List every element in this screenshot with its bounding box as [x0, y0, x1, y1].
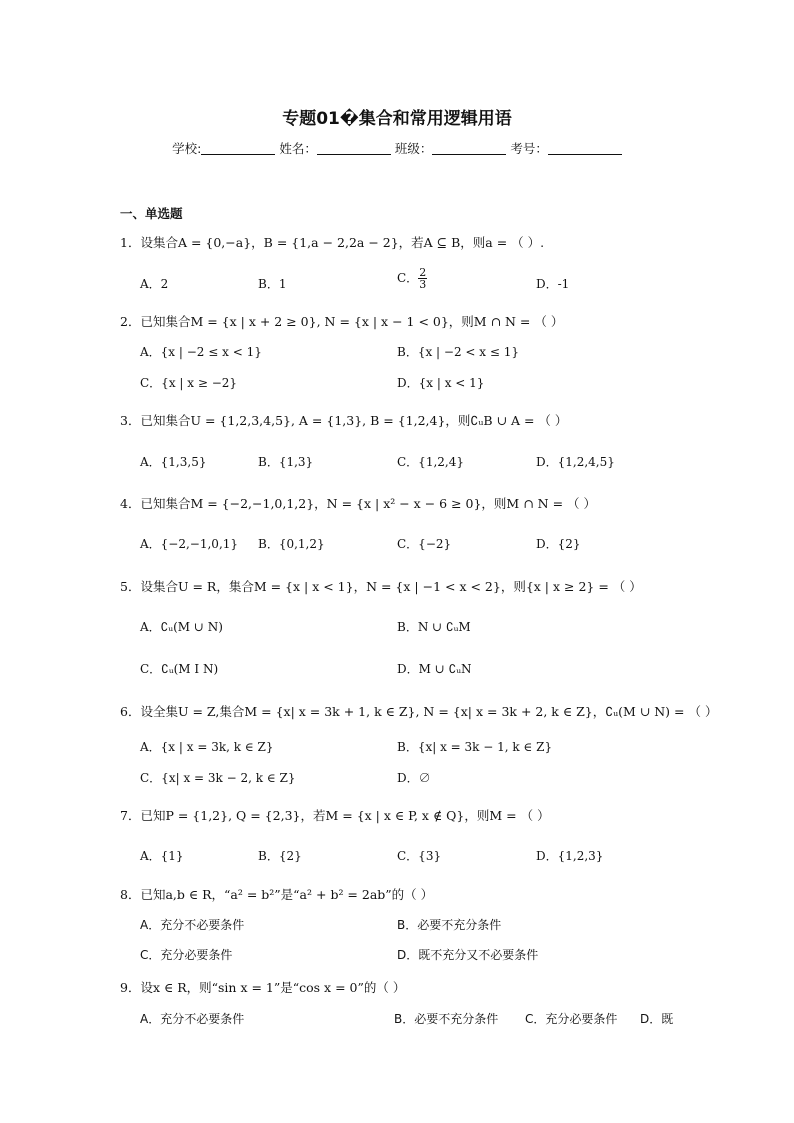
- question-7-stem: 7．已知P = {1,2}, Q = {2,3}，若M = {x | x ∈ P, x ∉ Q}，则M = （ ）: [120, 808, 550, 823]
- section-heading: 一、单选题: [120, 206, 183, 221]
- question-9-option-a: A．充分不必要条件: [140, 1012, 245, 1026]
- question-4-option-b: B．{0,1,2}: [258, 537, 325, 551]
- question-6-stem: 6．设全集U = Z,集合M = {x| x = 3k + 1, k ∈ Z}, N = {x| x = 3k + 2, k ∈ Z}，∁ᵤ(M ∪ N) = （ ）: [120, 704, 718, 719]
- name-blank[interactable]: [317, 142, 391, 155]
- question-6-option-c: C．{x| x = 3k − 2, k ∈ Z}: [140, 771, 296, 785]
- question-7-option-d: D．{1,2,3}: [536, 849, 604, 863]
- question-8-option-b: B．必要不充分条件: [397, 918, 502, 932]
- page-title: 专题01�集合和常用逻辑用语: [282, 109, 512, 129]
- question-8-stem: 8．已知a,b ∈ R，“a² = b²”是“a² + b² = 2ab”的（ ）: [120, 887, 434, 902]
- question-7-option-b: B．{2}: [258, 849, 302, 863]
- question-8-option-c: C．充分必要条件: [140, 948, 233, 962]
- question-3-option-b: B．{1,3}: [258, 455, 314, 469]
- question-5-option-c: C．∁ᵤ(M Ι N): [140, 662, 219, 676]
- school-blank[interactable]: [201, 142, 275, 155]
- student-info-row: [0, 139, 794, 157]
- question-3-stem: 3．已知集合U = {1,2,3,4,5}, A = {1,3}, B = {1,2,4}，则∁ᵤB ∪ A = （ ）: [120, 413, 568, 428]
- fraction-numerator: 2: [419, 266, 427, 279]
- question-8-option-d: D．既不充分又不必要条件: [397, 948, 539, 962]
- school-label: 学校:: [172, 141, 202, 156]
- fraction-denominator: 3: [419, 278, 427, 291]
- question-1-option-c-label: C．: [397, 271, 419, 285]
- question-5-stem: 5．设集合U = R，集合M = {x | x < 1}，N = {x | −1 < x < 2}，则{x | x ≥ 2} = （ ）: [120, 579, 642, 594]
- question-4-stem: 4．已知集合M = {−2,−1,0,1,2}，N = {x | x² − x − 6 ≥ 0}，则M ∩ N = （ ）: [120, 496, 596, 511]
- question-3-option-d: D．{1,2,4,5}: [536, 455, 615, 469]
- exam-number-blank[interactable]: [548, 142, 622, 155]
- exam-number-label: 考号：: [510, 141, 548, 156]
- name-label: 姓名：: [279, 141, 317, 156]
- question-2-option-d: D．{x | x < 1}: [397, 376, 485, 390]
- question-9-option-c: C．充分必要条件: [525, 1012, 618, 1026]
- question-1-option-d: D．-1: [536, 277, 570, 291]
- question-3-option-c: C．{1,2,4}: [397, 455, 464, 469]
- question-6-option-a: A．{x | x = 3k, k ∈ Z}: [140, 740, 274, 754]
- question-3-option-a: A．{1,3,5}: [140, 455, 207, 469]
- class-blank[interactable]: [432, 142, 506, 155]
- question-1-option-a: A．2: [140, 277, 169, 291]
- class-label: 班级：: [394, 141, 433, 156]
- question-2-option-b: B．{x | −2 < x ≤ 1}: [397, 345, 519, 359]
- question-6-option-d: D．∅: [397, 771, 431, 785]
- question-1-option-c-fraction: [418, 267, 427, 290]
- question-6-option-b: B．{x| x = 3k − 1, k ∈ Z}: [397, 740, 553, 754]
- question-7-option-c: C．{3}: [397, 849, 442, 863]
- question-4-option-a: A．{−2,−1,0,1}: [140, 537, 239, 551]
- question-5-option-b: B．N ∪ ∁ᵤM: [397, 620, 471, 634]
- question-2-option-c: C．{x | x ≥ −2}: [140, 376, 238, 390]
- question-7-option-a: A．{1}: [140, 849, 184, 863]
- question-5-option-d: D．M ∪ ∁ᵤN: [397, 662, 472, 676]
- question-9-option-b: B．必要不充分条件: [394, 1012, 499, 1026]
- question-9-stem: 9．设x ∈ R，则“sin x = 1”是“cos x = 0”的（ ）: [120, 980, 406, 995]
- question-9-option-d: D．既: [640, 1012, 674, 1026]
- question-1-option-b: B．1: [258, 277, 287, 291]
- question-2-stem: 2．已知集合M = {x | x + 2 ≥ 0}, N = {x | x − 1 < 0}，则M ∩ N = （ ）: [120, 314, 564, 329]
- question-2-option-a: A．{x | −2 ≤ x < 1}: [140, 345, 262, 359]
- question-1-option-c: [397, 267, 427, 290]
- question-4-option-d: D．{2}: [536, 537, 581, 551]
- question-8-option-a: A．充分不必要条件: [140, 918, 245, 932]
- question-4-option-c: C．{−2}: [397, 537, 452, 551]
- question-5-option-a: A．∁ᵤ(M ∪ N): [140, 620, 223, 634]
- question-1-stem: 1．设集合A = {0,−a}，B = {1,a − 2,2a − 2}，若A ⊆ B，则a = （ ）.: [120, 235, 545, 250]
